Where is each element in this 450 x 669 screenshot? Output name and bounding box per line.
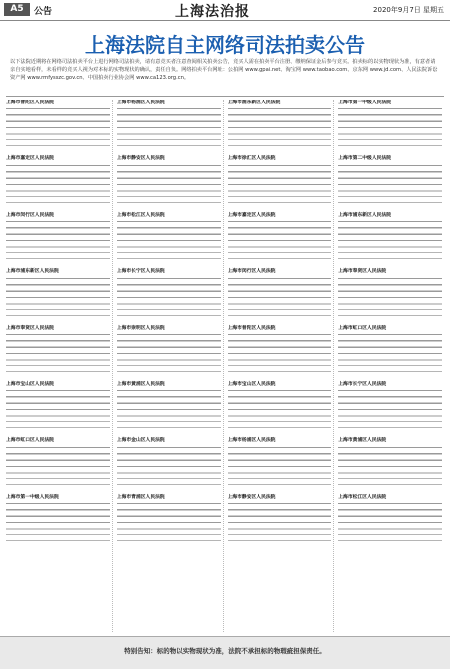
auction-notice [228, 495, 332, 544]
footer-notice: 特别告知：标的物以实物现状为准，法院不承担标的物瑕疵担保责任。 [124, 647, 326, 655]
auction-notice [228, 156, 332, 205]
notice-body-text [338, 445, 442, 475]
auction-notice [6, 326, 110, 375]
court-name: 上海市长宁区人民法院 [116, 269, 165, 275]
page-header [0, 0, 450, 21]
notice-body-text [117, 276, 221, 306]
notice-body-text [117, 501, 221, 531]
auction-notice [6, 269, 110, 318]
auction-notice [117, 100, 221, 149]
auction-notice [6, 382, 110, 431]
auction-notice [117, 213, 221, 262]
court-name: 上海市长宁区人民法院 [338, 382, 387, 388]
auction-notice [338, 156, 442, 205]
notice-body-text [6, 501, 110, 531]
divider [6, 96, 444, 97]
notice-contact-text [6, 307, 110, 319]
notice-contact-text [6, 250, 110, 262]
notice-column-4 [338, 100, 444, 632]
notice-contact-text [6, 476, 110, 488]
court-name: 上海市宝山区人民法院 [227, 382, 276, 388]
notice-body-text [228, 106, 332, 136]
notice-contact-text [6, 363, 110, 375]
notice-contact-text [6, 194, 110, 206]
notice-contact-text [6, 532, 110, 544]
notice-contact-text [228, 476, 332, 488]
notice-contact-text [228, 137, 332, 149]
court-name: 上海市浦东新区人民法院 [227, 100, 281, 105]
court-name: 上海市崇明区人民法院 [116, 325, 165, 331]
auction-notice [6, 156, 110, 205]
notice-contact-text [228, 307, 332, 319]
auction-notice [228, 100, 332, 149]
notice-contact-text [338, 476, 442, 488]
notice-column-2 [117, 100, 224, 632]
notice-body-text [338, 276, 442, 306]
page-footer [0, 636, 450, 669]
notice-body-text [6, 163, 110, 193]
notice-contact-text [338, 419, 442, 431]
court-name: 上海市徐汇区人民法院 [227, 156, 276, 162]
notice-contact-text [117, 532, 221, 544]
auction-notice [6, 100, 110, 149]
auction-notice [338, 495, 442, 544]
court-name: 上海市闵行区人民法院 [6, 212, 54, 218]
court-name: 上海市杨浦区人民法院 [116, 100, 165, 105]
auction-notice [338, 213, 442, 262]
notice-body-text [6, 332, 110, 362]
notice-body-text [228, 501, 332, 531]
notice-body-text [6, 219, 110, 249]
notice-column-1 [6, 100, 113, 632]
notice-body-text [338, 332, 442, 362]
notice-contact-text [228, 363, 332, 375]
notice-contact-text [117, 419, 221, 431]
notice-contact-text [117, 250, 221, 262]
notice-body-text [338, 501, 442, 531]
notice-contact-text [338, 307, 442, 319]
court-name: 上海市杨浦区人民法院 [227, 438, 276, 444]
auction-notice [117, 156, 221, 205]
auction-notice [6, 213, 110, 262]
court-name: 上海市静安区人民法院 [227, 494, 276, 500]
notice-body-text [117, 388, 221, 418]
notice-body-text [338, 219, 442, 249]
notice-body-text [338, 388, 442, 418]
notice-body-text [6, 388, 110, 418]
newspaper-masthead: 上海法治报 [175, 4, 250, 20]
court-name: 上海市闵行区人民法院 [227, 269, 276, 275]
auction-notice [228, 326, 332, 375]
notice-contact-text [338, 532, 442, 544]
auction-notice [6, 495, 110, 544]
court-name: 上海市奉贤区人民法院 [6, 325, 54, 331]
notice-columns [6, 100, 444, 632]
notice-contact-text [6, 137, 110, 149]
court-name: 上海市宝山区人民法院 [6, 382, 54, 388]
notice-body-text [228, 332, 332, 362]
section-label: 公告 [34, 7, 53, 17]
notice-body-text [338, 106, 442, 136]
notice-contact-text [117, 307, 221, 319]
court-name: 上海市第一中级人民法院 [6, 494, 59, 500]
court-name: 上海市松江区人民法院 [116, 212, 165, 218]
auction-notice [6, 438, 110, 487]
auction-notice [228, 438, 332, 487]
notice-body-text [6, 445, 110, 475]
notice-contact-text [228, 532, 332, 544]
court-name: 上海市浦东新区人民法院 [338, 212, 392, 218]
intro-paragraph: 以下法院近期将在网络司法拍卖平台上进行网络司法拍卖，请有意竞买者注意查阅相关拍卖公告，竞买人需在拍卖平台注册、缴纳保证金后参与竞买。拍卖标的以实物现状为准，有意者请亲自实地看样，未看样的竞买人视为对本标的实物现状的确认，责任自负。网络拍卖平台网址：公拍网 www.gpai.net、淘宝网 www.taobao.com、京东网 www.jd.com、人民法院诉讼资产网 www.rmfysszc.gov.cn、中国拍卖行业协会网 www.ca123.org.cn。 [10, 59, 438, 81]
auction-notice [338, 438, 442, 487]
notice-contact-text [117, 137, 221, 149]
notice-contact-text [228, 419, 332, 431]
auction-notice [117, 269, 221, 318]
auction-notice [228, 382, 332, 431]
court-name: 上海市嘉定区人民法院 [227, 212, 276, 218]
notice-contact-text [338, 250, 442, 262]
notice-body-text [117, 163, 221, 193]
court-name: 上海市浦东新区人民法院 [6, 269, 59, 275]
notice-body-text [228, 219, 332, 249]
auction-notice [338, 326, 442, 375]
court-name: 上海市金山区人民法院 [116, 438, 165, 444]
auction-notice [228, 213, 332, 262]
notice-contact-text [338, 363, 442, 375]
notice-body-text [228, 445, 332, 475]
notice-contact-text [228, 194, 332, 206]
notice-body-text [228, 163, 332, 193]
notice-column-3 [228, 100, 335, 632]
court-name: 上海市普陀区人民法院 [227, 325, 276, 331]
notice-contact-text [338, 137, 442, 149]
notice-body-text [117, 106, 221, 136]
page-title: 上海法院自主网络司法拍卖公告 [85, 33, 365, 57]
court-name: 上海市第二中级人民法院 [338, 156, 392, 162]
notice-contact-text [117, 194, 221, 206]
auction-notice [117, 326, 221, 375]
court-name: 上海市青浦区人民法院 [116, 494, 165, 500]
notice-body-text [6, 106, 110, 136]
notice-contact-text [6, 419, 110, 431]
notice-body-text [6, 276, 110, 306]
notice-body-text [228, 388, 332, 418]
notice-contact-text [338, 194, 442, 206]
notice-body-text [338, 163, 442, 193]
auction-notice [338, 269, 442, 318]
notice-contact-text [117, 363, 221, 375]
page-number-badge: A5 [4, 3, 30, 16]
notice-body-text [117, 332, 221, 362]
court-name: 上海市黄浦区人民法院 [116, 382, 165, 388]
court-name: 上海市虹口区人民法院 [6, 438, 54, 444]
court-name: 上海市松江区人民法院 [338, 494, 387, 500]
auction-notice [338, 382, 442, 431]
notice-body-text [117, 445, 221, 475]
notice-body-text [228, 276, 332, 306]
court-name: 上海市第一中级人民法院 [338, 100, 392, 105]
court-name: 上海市虹口区人民法院 [338, 325, 387, 331]
auction-notice [117, 495, 221, 544]
issue-date: 2020年9月7日 星期五 [373, 6, 444, 14]
auction-notice [228, 269, 332, 318]
auction-notice [117, 438, 221, 487]
notice-body-text [117, 219, 221, 249]
court-name: 上海市普陀区人民法院 [6, 100, 54, 105]
court-name: 上海市黄浦区人民法院 [338, 438, 387, 444]
auction-notice [338, 100, 442, 149]
notice-contact-text [228, 250, 332, 262]
notice-contact-text [117, 476, 221, 488]
court-name: 上海市嘉定区人民法院 [6, 156, 54, 162]
court-name: 上海市奉贤区人民法院 [338, 269, 387, 275]
auction-notice [117, 382, 221, 431]
court-name: 上海市静安区人民法院 [116, 156, 165, 162]
